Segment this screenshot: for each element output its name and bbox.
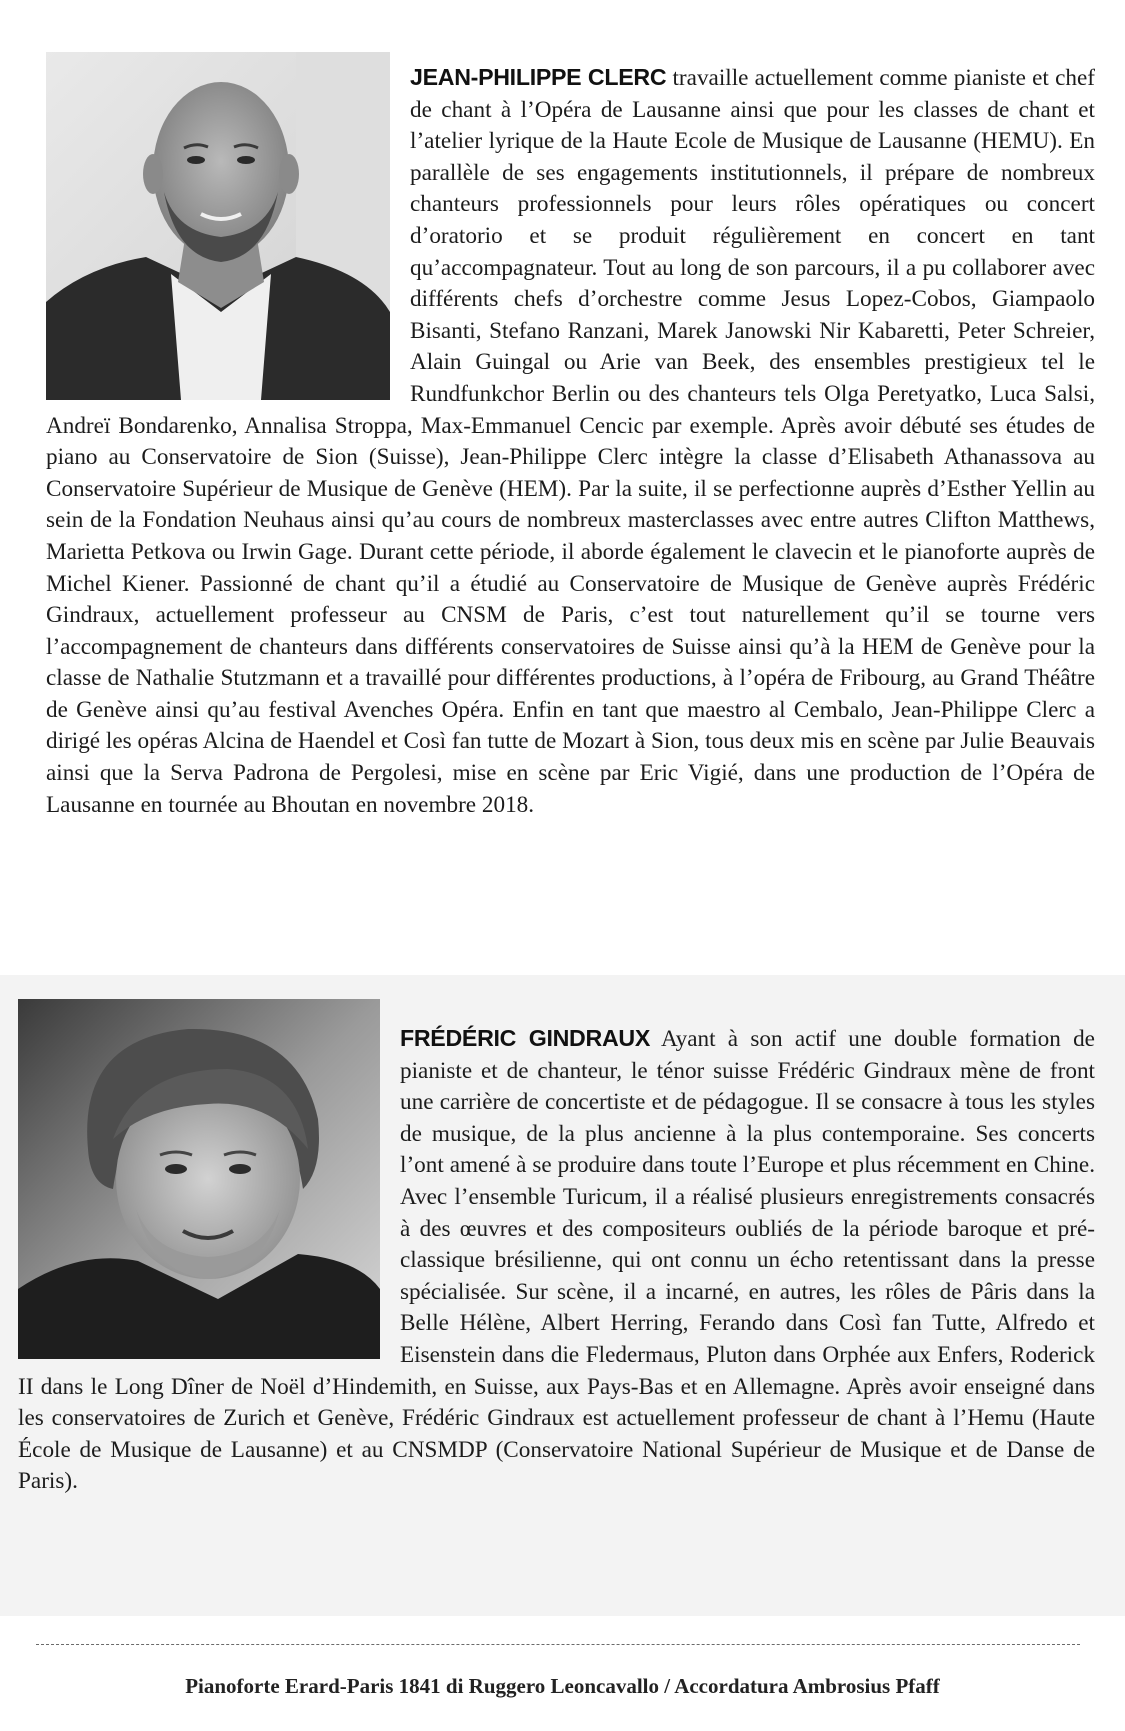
bio-paragraph-clerc xyxy=(46,62,1095,821)
bio-name: JEAN-PHILIPPE CLERC xyxy=(410,64,667,90)
footer-credit: Pianoforte Erard-Paris 1841 di Ruggero Leoncavallo / Accordatura Ambrosius Pfaff xyxy=(185,1674,940,1698)
portrait-photo-icon xyxy=(18,999,380,1359)
bio-section-gindraux xyxy=(0,975,1125,1616)
dashed-divider xyxy=(36,1644,1080,1645)
bio-paragraph-gindraux xyxy=(18,1023,1095,1498)
portrait-photo-icon xyxy=(46,52,390,400)
bio-text: travaille actuellement comme pianiste et chef de chant à l’Opéra de Lausanne ainsi que pour les classes de chant et l’atelier lyrique de la Haute Ecole de Musique de Lausanne (HEMU). En parallèle de ses engagements institutionnels, il prépare de nombreux chanteurs professionnels pour leurs rôles opératiques ou concert d’oratorio et se produit régulièrement en concert en tant qu’accompagnateur. Tout au long de son parcours, il a pu collaborer avec différents chefs d’orchestre comme Jesus Lopez-Cobos, Giampaolo Bisanti, Stefano Ranzani, Marek Janowski Nir Kabaretti, Peter Schreier, Alain Guingal ou Arie van Beek, des ensembles prestigieux tel le Rundfunkchor Berlin ou des chanteurs tels Olga Peretyatko, Luca Salsi, Andreï Bondarenko, Annalisa Stroppa, Max-Emmanuel Cencic par exemple. Après avoir débuté ses études de piano au Conservatoire de Sion (Suisse), Jean-Philippe Clerc intègre la classe d’Elisabeth Athanassova au Conservatoire Supérieur de Musique de Genève (HEM). Par la suite, il se perfectionne auprès d’Esther Yellin au sein de la Fondation Neuhaus ainsi qu’au cours de nombreux masterclasses avec entre autres Clifton Matthews, Marietta Petkova ou Irwin Gage. Durant cette période, il aborde également le clavecin et le pianoforte auprès de Michel Kiener. Passionné de chant qu’il a étudié au Conservatoire de Musique de Genève auprès Frédéric Gindraux, actuellement professeur au CNSM de Paris, c’est tout naturellement qu’il se tourne vers l’accompagnement de chanteurs dans différents conservatoires de Suisse ainsi qu’à la HEM de Genève pour la classe de Nathalie Stutzmann et a travaillé pour différentes productions, à l’opéra de Fribourg, au Grand Théâtre de Genève ainsi qu’au festival Avenches Opéra. Enfin en tant que maestro al Cembalo, Jean-Philippe Clerc a dirigé les opéras Alcina de Haendel et Così fan tutte de Mozart à Sion, tous deux mis en scène par Julie Beauvais ainsi que la Serva Padrona de Pergolesi, mise en scène par Eric Vigié, dans une production de l’Opéra de Lausanne en tournée au Bhoutan en novembre 2018. xyxy=(46,65,1095,818)
bio-text: Ayant à son actif une double formation de pianiste et de chanteur, le ténor suisse Frédéric Gindraux mène de front une carrière de concertiste et de pédagogue. Il se consacre à tous les styles de musique, de la plus ancienne à la plus contemporaine. Ses concerts l’ont amené à se produire dans toute l’Europe et plus récemment en Chine. Avec l’ensemble Turicum, il a réalisé plusieurs enregistrements consacrés à des œuvres et des compositeurs oubliés de la période baroque et pré-classique brésilienne, qui ont connu un écho retentissant dans la presse spécialisée. Sur scène, il a incarné, en autres, les rôles de Pâris dans la Belle Hélène, Albert Herring, Ferando dans Così fan Tutte, Alfredo et Eisenstein dans die Fledermaus, Pluton dans Orphée aux Enfers, Roderick II dans le Long Dîner de Noël d’Hindemith, en Suisse, aux Pays-Bas et en Allemagne. Après avoir enseigné dans les conservatoires de Zurich et Genève, Frédéric Gindraux est actuellement professeur de chant à l’Hemu (Haute École de Musique de Lausanne) et au CNSMDP (Conservatoire National Supérieur de Musique et de Danse de Paris). xyxy=(18,1026,1095,1495)
bio-name: FRÉDÉRIC GINDRAUX xyxy=(400,1025,650,1051)
